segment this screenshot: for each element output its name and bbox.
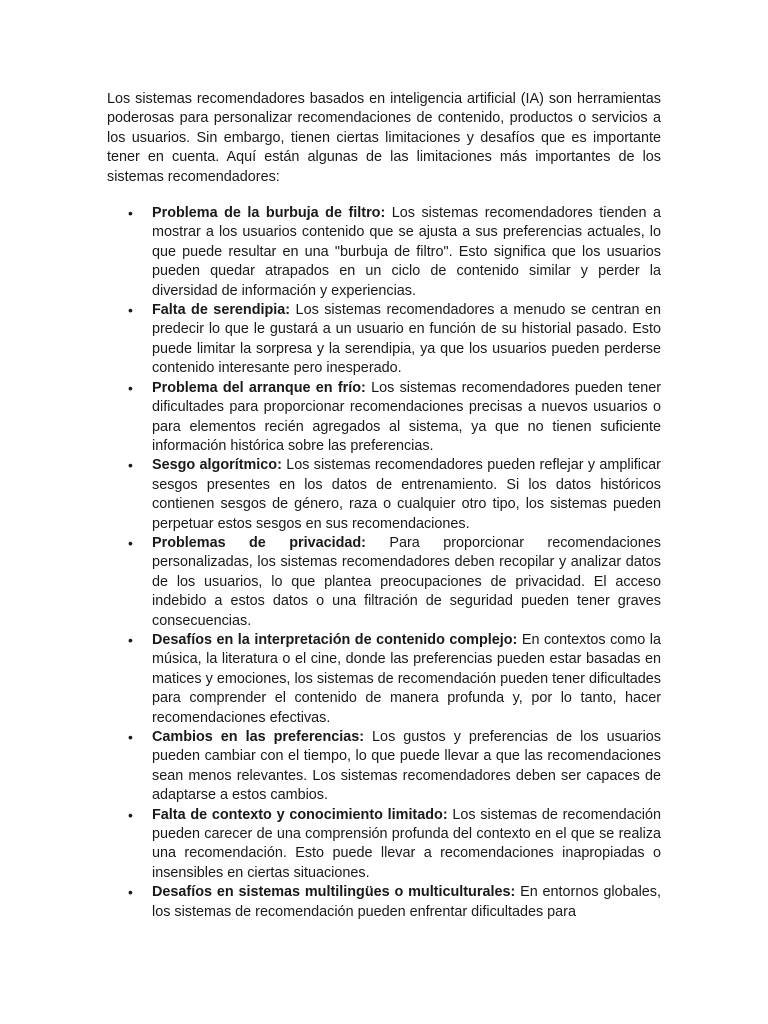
bullet-icon: • [128, 729, 133, 745]
intro-paragraph: Los sistemas recomendadores basados en inteligencia artificial (IA) son herramientas poderosas para personalizar recomendaciones de contenido, productos o servicios a los usuarios. Sin embargo, tienen ciertas limitaciones y desafíos que es importante tener en cuenta. Aquí están algunas de las limitaciones más importantes de los sistemas recomendadores: [107, 91, 661, 185]
bullet-icon: • [128, 379, 133, 396]
item-term: Falta de contexto y conocimiento limitado: [152, 806, 448, 823]
item-text: Los gustos y preferencias de los usuarios pueden cambiar con el tiempo, lo que puede llevar a que las recomendaciones sean menos relevantes. Los sistemas recomendadores deben ser capaces de adaptarse a estos cambios. [152, 729, 661, 804]
item-term: Cambios en las preferencias: [152, 729, 365, 745]
list-item [107, 883, 661, 922]
item-text: Los sistemas recomendadores a menudo se centran en predecir lo que le gustará a un usuario en función de su historial pasado. Esto puede limitar la sorpresa y la serendipia, ya que los usuarios pueden perderse contenido interesante pero inesperado. [152, 302, 661, 377]
document-page [107, 90, 661, 922]
bullet-icon: • [128, 534, 133, 551]
list-item [107, 379, 661, 457]
item-term: Problemas de privacidad: [152, 534, 366, 551]
item-term: Problema del arranque en frío: [152, 379, 366, 396]
bullet-icon: • [128, 302, 133, 319]
item-text: En entornos globales, los sistemas de recomendación pueden enfrentar dificultades para [152, 884, 661, 920]
bullet-icon: • [128, 806, 133, 823]
item-term: Desafíos en sistemas multilingües o multiculturales: [152, 884, 516, 901]
bullet-icon: • [128, 205, 133, 222]
item-text: Para proporcionar recomendaciones personalizadas, los sistemas recomendadores deben recopilar y analizar datos de los usuarios, lo que plantea preocupaciones de privacidad. El acceso indebido a estos datos o una filtración de seguridad pueden tener graves consecuencias. [152, 534, 661, 629]
item-term: Sesgo algorítmico: [152, 457, 282, 474]
limitations-list [107, 204, 661, 922]
item-text: Los sistemas recomendadores pueden reflejar y amplificar sesgos presentes en los datos de entrenamiento. Si los datos históricos contienen sesgos de género, raza o cualquier otro tipo, los sistemas pueden perpetuar estos sesgos en sus recomendaciones. [152, 457, 661, 532]
item-term: Problema de la burbuja de filtro: [152, 205, 386, 222]
item-text: En contextos como la música, la literatura o el cine, donde las preferencias pueden estar basadas en matices y emociones, los sistemas de recomendación pueden tener dificultades para comprender el contenido de manera profunda y, por lo tanto, hacer recomendaciones efectivas. [152, 631, 661, 726]
bullet-icon: • [128, 457, 133, 474]
bullet-icon: • [128, 884, 133, 901]
list-item [107, 301, 661, 379]
item-text: Los sistemas recomendadores tienden a mostrar a los usuarios contenido que se ajusta a sus preferencias actuales, lo que puede resultar en una "burbuja de filtro". Esto significa que los usuarios pueden quedar atrapados en un ciclo de contenido similar y perder la diversidad de información y experiencias. [152, 205, 661, 299]
list-item [107, 728, 661, 806]
list-item [107, 806, 661, 884]
item-term: Falta de serendipia: [152, 302, 291, 319]
bullet-icon: • [128, 631, 133, 648]
list-item [107, 204, 661, 301]
item-text: Los sistemas de recomendación pueden carecer de una comprensión profunda del contexto en el que se realiza una recomendación. Esto puede llevar a recomendaciones inapropiadas o insensibles en ciertas situaciones. [152, 806, 661, 881]
item-text: Los sistemas recomendadores pueden tener dificultades para proporcionar recomendaciones precisas a nuevos usuarios o para elementos recién agregados al sistema, ya que no tienen suficiente información histórica sobre las preferencias. [152, 379, 661, 454]
list-item [107, 456, 661, 534]
list-item [107, 631, 661, 728]
item-term: Desafíos en la interpretación de contenido complejo: [152, 631, 518, 648]
list-item [107, 534, 661, 631]
